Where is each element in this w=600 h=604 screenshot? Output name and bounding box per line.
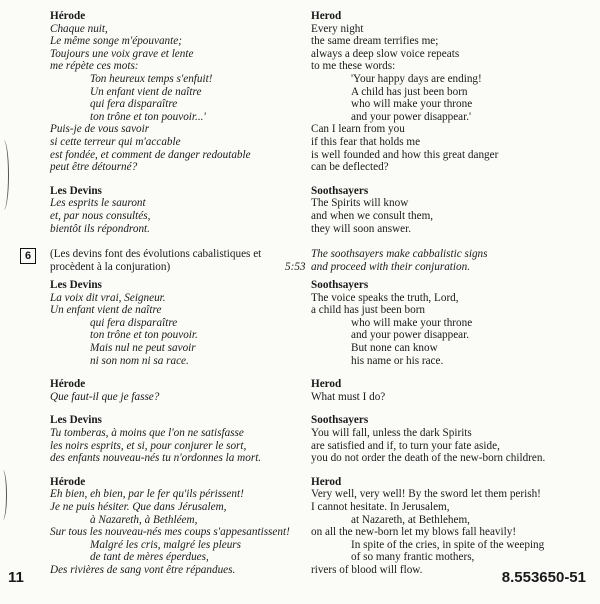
verse-line: Chaque nuit, [50, 22, 108, 35]
verse-line: Mais nul ne peut savoir [90, 342, 196, 355]
stage-line: procèdent à la conjuration) [50, 260, 171, 273]
speaker-label: Hérode [50, 475, 86, 488]
verse-line: Can I learn from you [311, 123, 405, 136]
verse-line: and your power disappear. [351, 329, 470, 342]
verse-herod-3 [311, 476, 596, 577]
verse-line: if this fear that holds me [311, 135, 421, 148]
verse-soothsayers-3 [311, 414, 596, 464]
verse-line: Tu tomberas, à moins que l'on ne satisfasse [50, 427, 244, 440]
verse-line: who will make your throne [351, 316, 473, 329]
verse-devins-1 [50, 185, 300, 235]
verse-line: to me these words: [311, 60, 396, 73]
verse-herode-3 [50, 476, 300, 577]
verse-line: La voix dit vrai, Seigneur. [50, 291, 166, 304]
verse-line: are satisfied and if, to turn your fate aside, [311, 439, 500, 452]
verse-line: Puis-je de vous savoir [50, 123, 150, 136]
speaker-label: Herod [311, 378, 342, 391]
verse-line: Je ne puis hésiter. Que dans Jérusalem, [50, 501, 227, 513]
verse-herode-2 [50, 378, 300, 403]
binding-edge-mark [0, 140, 9, 210]
verse-line: Ton heureux temps s'enfuit! [90, 72, 213, 85]
verse-line: Every night [311, 22, 364, 35]
track-number-badge: 6 [20, 248, 36, 264]
verse-line: Eh bien, eh bien, par le fer qu'ils périssent! [50, 488, 244, 501]
verse-line: the same dream terrifies me; [311, 35, 439, 48]
stage-line: (Les devins font des évolutions cabalistiques et [50, 248, 262, 260]
speaker-label: Soothsayers [311, 184, 369, 197]
verse-line: qui fera disparaître [90, 316, 178, 329]
verse-line: ni son nom ni sa race. [90, 354, 189, 367]
verse-line: his name or his race. [351, 354, 444, 367]
verse-line: always a deep slow voice repeats [311, 47, 460, 60]
verse-line: you do not order the death of the new-born children. [311, 452, 546, 465]
page-number: 11 [8, 569, 24, 586]
verse-line: You will fall, unless the dark Spirits [311, 427, 472, 440]
verse-line: Malgré les cris, malgré les pleurs [90, 538, 242, 551]
speaker-label: Les Devins [50, 279, 102, 292]
speaker-label: Herod [311, 475, 342, 488]
verse-line: qui fera disparaître [90, 98, 178, 111]
verse-line: is well founded and how this great danger [311, 148, 499, 161]
verse-line: can be deflected? [311, 161, 389, 174]
stage-line: The soothsayers make cabbalistic signs [311, 248, 488, 260]
verse-line: peut être détourné? [50, 161, 138, 174]
verse-line: and when we consult them, [311, 209, 434, 222]
english-column [311, 10, 596, 577]
catalog-number: 8.553650-51 [501, 569, 586, 586]
french-column [50, 10, 300, 577]
verse-herod-2 [311, 378, 596, 403]
verse-line: they will soon answer. [311, 222, 412, 235]
verse-line: à Nazareth, à Bethléem, [90, 513, 198, 526]
speaker-label: Soothsayers [311, 279, 369, 292]
track-timing: 5:53 [285, 261, 306, 273]
speaker-label: Hérode [50, 10, 86, 22]
verse-devins-3 [50, 414, 300, 464]
verse-line: Les esprits le sauront [50, 197, 146, 210]
verse-soothsayers-2 [311, 279, 596, 367]
verse-line: Le même songe m'épouvante; [50, 35, 182, 48]
verse-line: Que faut-il que je fasse? [50, 390, 160, 403]
speaker-label: Soothsayers [311, 414, 369, 427]
verse-line: les noirs esprits, et si, pour conjurer le sort, [50, 439, 247, 452]
verse-line: But none can know [351, 342, 438, 355]
speaker-label: Les Devins [50, 414, 102, 427]
verse-line: Des rivières de sang vont être répandues. [50, 563, 236, 576]
binding-edge-mark [0, 470, 7, 520]
verse-line: at Nazareth, at Bethlehem, [351, 513, 470, 526]
speaker-label: Herod [311, 10, 342, 22]
verse-line: A child has just been born [351, 85, 468, 98]
verse-line: I cannot hesitate. In Jerusalem, [311, 501, 450, 513]
verse-line: de tant de mères éperdues, [90, 551, 209, 564]
verse-line: ton trône et ton pouvoir...' [90, 110, 206, 123]
stage-direction-fr [50, 248, 290, 273]
verse-line: Sur tous les nouveau-nés mes coups s'appesantissent! [50, 526, 290, 539]
verse-herod-1 [311, 10, 596, 174]
verse-line: me répète ces mots: [50, 60, 139, 73]
verse-line: Un enfant vient de naître [50, 304, 162, 317]
verse-line: The Spirits will know [311, 197, 409, 210]
verse-line: des enfants nouveau-nés tu n'ordonnes la mort. [50, 452, 262, 465]
verse-line: ton trône et ton pouvoir. [90, 329, 198, 342]
verse-line: si cette terreur qui m'accable [50, 135, 181, 148]
verse-line: of so many frantic mothers, [351, 551, 475, 564]
verse-line: What must I do? [311, 390, 386, 403]
verse-line: et, par nous consultés, [50, 209, 151, 222]
verse-herode-1 [50, 10, 300, 174]
verse-line: a child has just been born [311, 304, 426, 317]
verse-line: Toujours une voix grave et lente [50, 47, 194, 60]
verse-line: The voice speaks the truth, Lord, [311, 291, 459, 304]
verse-devins-2 [50, 279, 300, 367]
speaker-label: Hérode [50, 378, 86, 391]
verse-line: Very well, very well! By the sword let them perish! [311, 488, 541, 501]
speaker-label: Les Devins [50, 184, 102, 197]
verse-line: bientôt ils répondront. [50, 222, 150, 235]
verse-line: rivers of blood will flow. [311, 563, 423, 576]
verse-line: and your power disappear.' [351, 110, 472, 123]
stage-line: and proceed with their conjuration. [311, 260, 470, 273]
verse-line: est fondée, et comment de danger redoutable [50, 148, 251, 161]
verse-line: Un enfant vient de naître [90, 85, 202, 98]
verse-line: who will make your throne [351, 98, 473, 111]
verse-line: In spite of the cries, in spite of the weeping [351, 538, 545, 551]
verse-line: 'Your happy days are ending! [351, 72, 482, 85]
stage-direction-en [311, 248, 596, 273]
verse-soothsayers-1 [311, 185, 596, 235]
verse-line: on all the new-born let my blows fall heavily! [311, 526, 517, 539]
